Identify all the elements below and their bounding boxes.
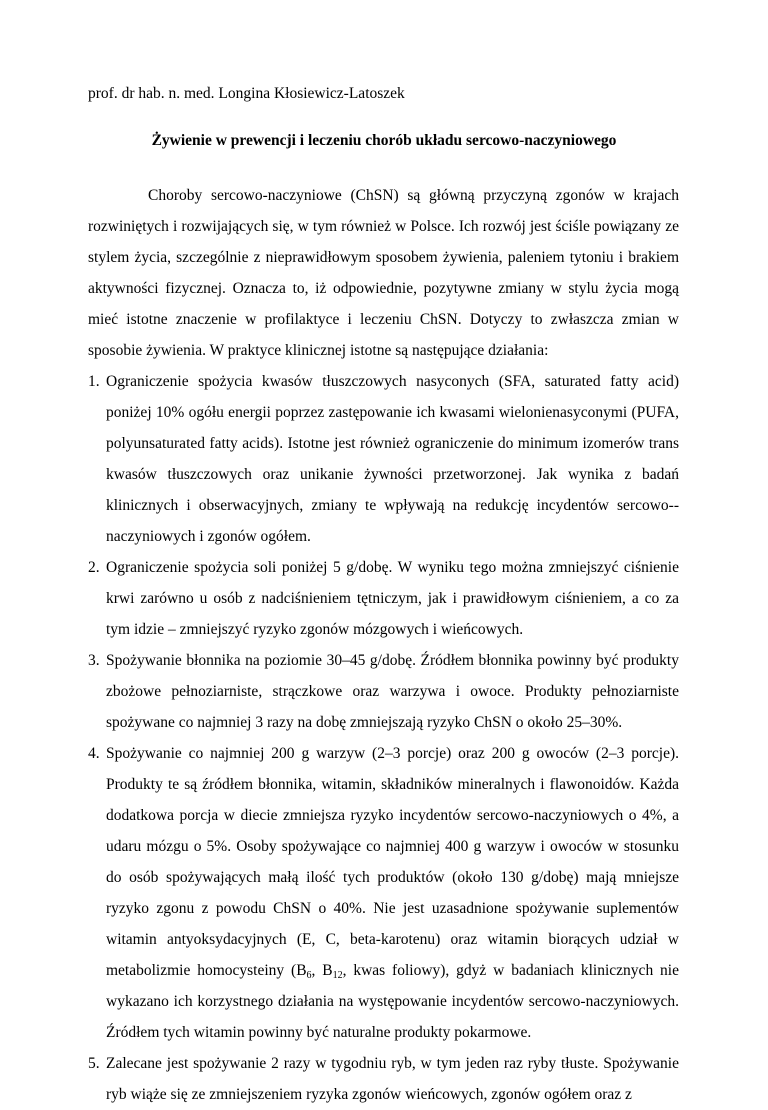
list-item-number: 1. <box>88 373 100 390</box>
author-line: prof. dr hab. n. med. Longina Kłosiewicz-Latoszek <box>88 85 405 102</box>
list-item-number: 3. <box>88 652 100 669</box>
list-item-number: 2. <box>88 559 100 576</box>
list-item-number: 4. <box>88 745 100 762</box>
list-item-text: Zalecane jest spożywanie 2 razy w tygodniu ryb, w tym jeden raz ryby tłuste. Spożywanie ryb wiąże się ze zmniejszeniem ryzyka zgonów wieńcowych, zgonów ogółem oraz z <box>106 1055 679 1103</box>
vitamin-subscript: 6 <box>306 970 312 981</box>
list-item <box>88 645 679 738</box>
list-item-text-part: Spożywanie co najmniej 200 g warzyw (2–3 porcje) oraz 200 g owoców (2–3 porcje). Produkty te są źródłem błonnika, witamin, składników mineralnych i flawonoidów. Każda dodatkowa porcja w diecie zmniejsza ryzyko incydentów sercowo-naczyniowych o 4%, a udaru mózgu o 5%. Osoby spożywające co najmniej 400 g warzyw i owoców w stosunku do osób spożywających małą ilość tych produktów (około 130 g/dobę) mają mniejsze ryzyko zgonu z powodu ChSN o 40%. Nie jest uzasadnione spożywanie suplementów witamin antyoksydacyjnych (E, C, beta-karotenu) oraz witamin biorących udział w metabolizmie homocysteiny (B <box>106 745 679 979</box>
list-item-text-part: , kwas foliowy), gdyż w badaniach klinicznych nie wykazano ich korzystnego działania na występowanie incydentów sercowo-naczyniowych. Źródłem tych witamin powinny być naturalne produkty pokarmowe. <box>106 962 679 1041</box>
list-item-text <box>106 745 679 1041</box>
list-item <box>88 552 679 645</box>
list-item-text: Ograniczenie spożycia kwasów tłuszczowych nasyconych (SFA, saturated fatty acid) poniżej 10% ogółu energii poprzez zastępowanie ich kwasami wielonienasyconymi (PUFA, polyunsaturated fatty acids). Istotne jest również ograniczenie do minimum izomerów trans kwasów tłuszczowych oraz unikanie żywności przetworzonej. Jak wynika z badań klinicznych i obserwacyjnych, zmiany te wpływają na redukcję incydentów sercowo-​-naczyniowych i zgonów ogółem. <box>106 373 679 545</box>
document-title: Żywienie w prewencji i leczeniu chorób układu sercowo-naczyniowego <box>151 132 617 149</box>
intro-paragraph: Choroby sercowo-naczyniowe (ChSN) są główną przyczyną zgonów w krajach rozwiniętych i rozwijających się, w tym również w Polsce. Ich rozwój jest ściśle powiązany ze stylem życia, szczególnie z nieprawidłowym sposobem żywienia, paleniem tytoniu i brakiem aktywności fizycznej. Oznacza to, iż odpowiednie, pozytywne zmiany w stylu życia mogą mieć istotne znaczenie w profilaktyce i leczeniu ChSN. Dotyczy to zwłaszcza zmian w sposobie żywienia. W praktyce klinicznej istotne są następujące działania: <box>88 187 679 359</box>
list-item-text: Spożywanie błonnika na poziomie 30–45 g/dobę. Źródłem błonnika powinny być produkty zbożowe pełnoziarniste, strączkowe oraz warzywa i owoce. Produkty pełnoziarniste spożywane co najmniej 3 razy na dobę zmniejszają ryzyko ChSN o około 25–30%. <box>106 652 679 731</box>
vitamin-subscript: 12 <box>332 970 343 981</box>
list-item-text: Ograniczenie spożycia soli poniżej 5 g/dobę. W wyniku tego można zmniejszyć ciśnienie krwi zarówno u osób z nadciśnieniem tętniczym, jak i prawidłowym ciśnieniem, a co za tym idzie – zmniejszyć ryzyko zgonów mózgowych i wieńcowych. <box>106 559 679 638</box>
list-item <box>88 738 679 1048</box>
list-item <box>88 1048 679 1110</box>
list-item <box>88 366 679 552</box>
list-item-text-part: , B <box>311 962 333 979</box>
recommendation-list <box>88 366 679 1110</box>
list-item-number: 5. <box>88 1055 100 1072</box>
